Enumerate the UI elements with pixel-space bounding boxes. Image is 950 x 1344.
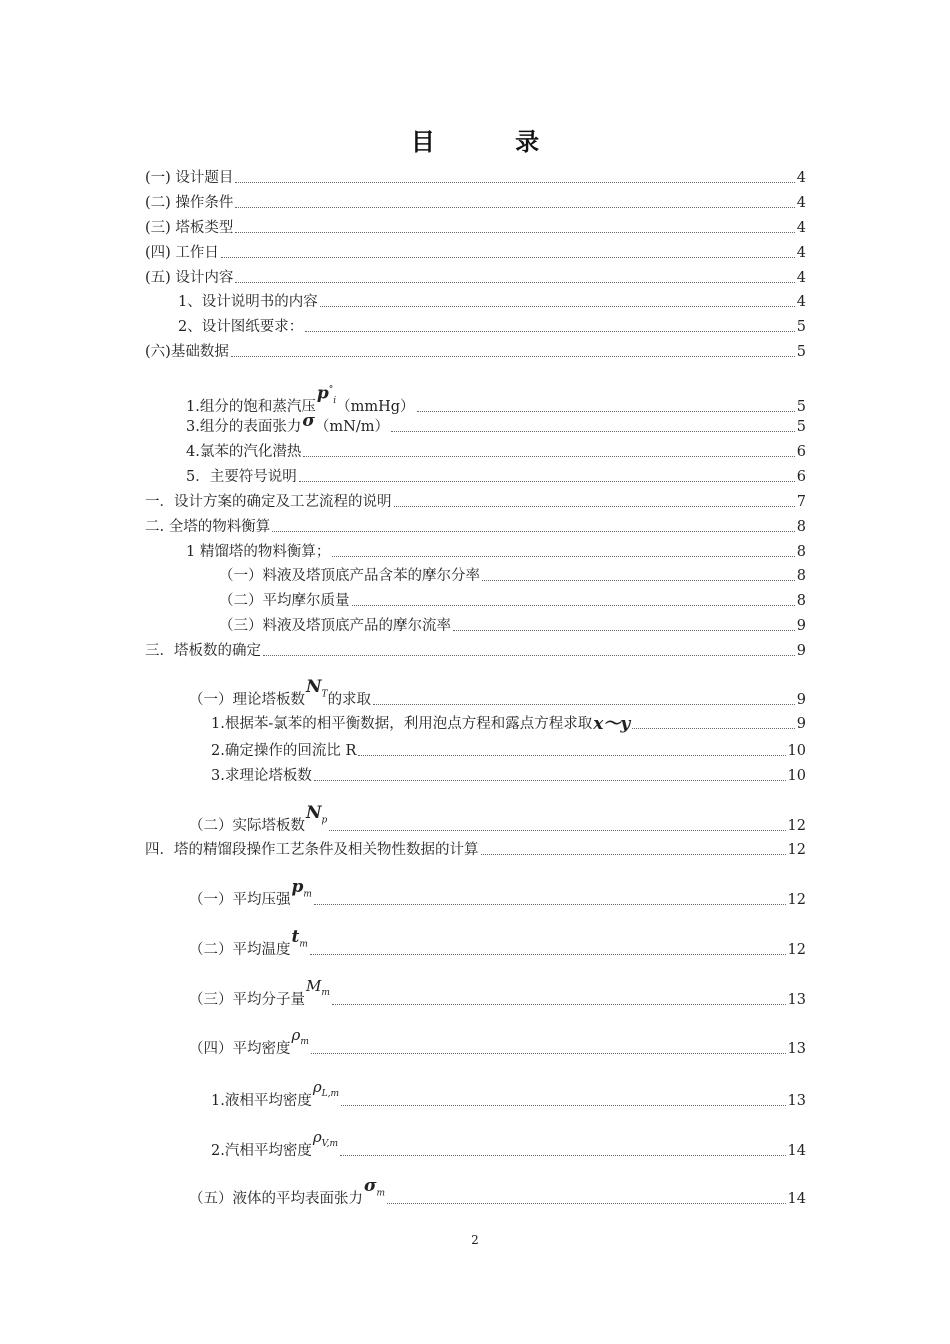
leader-dots bbox=[373, 704, 795, 705]
leader-dots bbox=[221, 257, 795, 258]
toc-entry-suffix: （mmHg） bbox=[336, 399, 415, 416]
molecular-weight-symbol bbox=[306, 977, 330, 1002]
toc-entry-page: 9 bbox=[796, 716, 806, 732]
symbol-letter: σ bbox=[364, 1176, 377, 1196]
symbol-subscript: m bbox=[303, 889, 312, 900]
toc-entry[interactable] bbox=[219, 592, 806, 610]
density-symbol bbox=[292, 1026, 309, 1051]
toc-entry[interactable] bbox=[211, 742, 806, 760]
toc-entry-text: 1.组分的饱和蒸汽压 bbox=[186, 399, 316, 416]
toc-entry-page: 13 bbox=[787, 992, 806, 1008]
toc-entry-page: 12 bbox=[787, 942, 806, 959]
toc-entry-text: （二）实际塔板数 bbox=[189, 818, 305, 835]
toc-entry-text: （三）平均分子量 bbox=[189, 992, 305, 1008]
toc-entry-text: 5．主要符号说明 bbox=[186, 469, 297, 485]
symbol-subscript: p bbox=[321, 815, 328, 826]
x-y-symbol: x～y bbox=[593, 714, 631, 734]
symbol-letter: ρ bbox=[291, 1026, 301, 1044]
toc-entry-page: 12 bbox=[787, 892, 806, 909]
leader-dots bbox=[310, 954, 786, 955]
toc-entry[interactable] bbox=[186, 543, 806, 561]
toc-entry-page: 12 bbox=[787, 842, 806, 858]
toc-entry-page: 5 bbox=[796, 399, 806, 416]
toc-entry-text: (四) 工作日 bbox=[145, 245, 219, 261]
symbol-subscript: i bbox=[333, 396, 337, 407]
leader-dots bbox=[314, 904, 786, 905]
toc-entry-page: 4 bbox=[796, 294, 806, 310]
toc-entry[interactable] bbox=[145, 642, 806, 660]
toc-entry-text: (五) 设计内容 bbox=[145, 270, 234, 286]
leader-dots bbox=[387, 1203, 785, 1204]
toc-entry[interactable] bbox=[145, 343, 806, 361]
toc-entry-text: （一）平均压强 bbox=[189, 892, 291, 909]
toc-entry-text: (三) 塔板类型 bbox=[145, 220, 234, 236]
symbol-subscript: T bbox=[321, 689, 328, 700]
toc-entry[interactable] bbox=[145, 244, 806, 262]
leader-dots bbox=[320, 306, 795, 307]
toc-entry-text: （一）料液及塔顶底产品含苯的摩尔分率 bbox=[219, 568, 480, 584]
toc-entry[interactable] bbox=[178, 318, 806, 336]
toc-entry-text: （五）液体的平均表面张力 bbox=[189, 1191, 363, 1208]
toc-entry-text: (六)基础数据 bbox=[145, 344, 229, 360]
toc-entry[interactable] bbox=[186, 411, 806, 436]
toc-entry[interactable] bbox=[186, 468, 806, 486]
leader-dots bbox=[453, 630, 795, 631]
toc-entry-text: 3.求理论塔板数 bbox=[211, 768, 312, 784]
vapor-density-symbol bbox=[313, 1128, 338, 1153]
toc-entry-text: 1.液相平均密度 bbox=[211, 1093, 312, 1109]
leader-dots bbox=[352, 605, 795, 606]
toc-entry[interactable] bbox=[189, 1176, 806, 1208]
symbol-letter: p bbox=[316, 383, 329, 404]
toc-entry-suffix: 的求取 bbox=[327, 692, 372, 709]
toc-entry-text: 2.汽相平均密度 bbox=[211, 1143, 312, 1159]
toc-entry[interactable] bbox=[189, 803, 806, 835]
leader-dots bbox=[235, 207, 794, 208]
sigma-symbol: σ bbox=[302, 411, 315, 431]
toc-entry-text: (一) 设计题目 bbox=[145, 170, 234, 186]
symbol-letter: ρ bbox=[312, 1128, 322, 1146]
toc-entry-text: 4.氯苯的汽化潜热 bbox=[186, 444, 302, 460]
toc-entry-page: 8 bbox=[796, 568, 806, 584]
leader-dots bbox=[391, 431, 795, 432]
toc-entry[interactable] bbox=[189, 877, 806, 909]
toc-entry[interactable] bbox=[145, 841, 806, 859]
toc-entry-page: 10 bbox=[787, 743, 806, 759]
symbol-subscript: m bbox=[300, 1037, 309, 1047]
symbol-subscript: m bbox=[299, 939, 308, 950]
leader-dots bbox=[340, 1155, 786, 1156]
leader-dots bbox=[481, 854, 786, 855]
toc-entry-text: （三）料液及塔顶底产品的摩尔流率 bbox=[219, 618, 451, 634]
leader-dots bbox=[311, 1053, 786, 1054]
leader-dots bbox=[299, 481, 795, 482]
toc-entry-text: 3.组分的表面张力 bbox=[186, 419, 302, 435]
toc-entry-page: 6 bbox=[796, 469, 806, 485]
toc-entry-page: 14 bbox=[787, 1191, 806, 1208]
leader-dots bbox=[394, 506, 795, 507]
toc-entry-page: 5 bbox=[796, 319, 806, 335]
toc-entry[interactable] bbox=[211, 1078, 806, 1110]
toc-entry-page: 9 bbox=[796, 643, 806, 659]
toc-entry[interactable] bbox=[189, 677, 806, 709]
toc-entry-text: （二）平均摩尔质量 bbox=[219, 593, 350, 609]
toc-entry-page: 6 bbox=[796, 444, 806, 460]
toc-entry-page: 7 bbox=[796, 494, 806, 510]
liquid-density-symbol bbox=[313, 1078, 339, 1103]
toc-entry[interactable] bbox=[145, 169, 806, 187]
toc-entry-text: 四．塔的精馏段操作工艺条件及相关物性数据的计算 bbox=[145, 842, 479, 858]
toc-entry-page: 4 bbox=[796, 270, 806, 286]
symbol-letter: t bbox=[291, 927, 300, 947]
toc-entry[interactable] bbox=[186, 383, 806, 416]
toc-entry[interactable] bbox=[178, 293, 806, 311]
symbol-letter: ρ bbox=[312, 1078, 322, 1096]
page-number: 2 bbox=[471, 1233, 479, 1247]
leader-dots bbox=[303, 456, 794, 457]
symbol-subscript: V,m bbox=[321, 1139, 338, 1149]
toc-entry-page: 4 bbox=[796, 195, 806, 211]
symbol-letter: N bbox=[306, 677, 322, 697]
symbol-subscript: m bbox=[321, 988, 330, 998]
toc-entry[interactable] bbox=[189, 1026, 806, 1058]
toc-entry-page: 4 bbox=[796, 220, 806, 236]
leader-dots bbox=[272, 531, 795, 532]
toc-entry-page: 5 bbox=[796, 344, 806, 360]
toc-entry-text: 1 精馏塔的物料衡算； bbox=[186, 544, 331, 560]
symbol-letter: p bbox=[291, 877, 304, 897]
actual-plate-symbol bbox=[306, 804, 327, 829]
toc-entry-text: 1、设计说明书的内容 bbox=[178, 294, 318, 310]
leader-dots bbox=[632, 728, 795, 729]
toc-entry-text: （四）平均密度 bbox=[189, 1041, 291, 1057]
toc-entry-page: 4 bbox=[796, 170, 806, 186]
toc-entry[interactable] bbox=[211, 1128, 806, 1160]
surface-tension-symbol bbox=[364, 1177, 385, 1202]
toc-entry-page: 13 bbox=[787, 1041, 806, 1057]
toc-entry[interactable] bbox=[211, 767, 806, 785]
toc-entry[interactable] bbox=[145, 518, 806, 536]
toc-entry-page: 12 bbox=[787, 818, 806, 835]
toc-entry[interactable] bbox=[219, 567, 806, 585]
toc-entry[interactable] bbox=[186, 443, 806, 461]
toc-entry-page: 9 bbox=[796, 618, 806, 634]
toc-entry[interactable] bbox=[145, 194, 806, 212]
toc-entry[interactable] bbox=[189, 927, 806, 959]
symbol-subscript: L,m bbox=[321, 1089, 340, 1099]
toc-entry-page: 10 bbox=[787, 768, 806, 784]
leader-dots bbox=[482, 580, 795, 581]
toc-entry-text: 1.根据苯-氯苯的相平衡数据，利用泡点方程和露点方程求取 bbox=[211, 716, 593, 732]
toc-entry-page: 13 bbox=[787, 1093, 806, 1109]
toc-entry-suffix: （mN/m） bbox=[314, 419, 389, 435]
toc-entry-page: 14 bbox=[787, 1143, 806, 1159]
toc-entry-page: 8 bbox=[796, 544, 806, 560]
toc-entry-page: 8 bbox=[796, 593, 806, 609]
leader-dots bbox=[332, 1004, 786, 1005]
toc-entry-text: 二. 全塔的物料衡算 bbox=[145, 519, 271, 535]
pressure-symbol bbox=[292, 878, 312, 903]
toc-entry-text: 一．设计方案的确定及工艺流程的说明 bbox=[145, 494, 392, 510]
temperature-symbol bbox=[292, 928, 308, 953]
leader-dots bbox=[358, 755, 785, 756]
toc-entry-text: 2.确定操作的回流比 R bbox=[211, 743, 357, 759]
leader-dots bbox=[235, 282, 794, 283]
toc-entry[interactable] bbox=[145, 269, 806, 287]
toc-entry-page: 8 bbox=[796, 519, 806, 535]
toc-entry-text: 三．塔板数的确定 bbox=[145, 643, 261, 659]
leader-dots bbox=[341, 1105, 786, 1106]
leader-dots bbox=[263, 655, 795, 656]
leader-dots bbox=[235, 232, 794, 233]
leader-dots bbox=[231, 356, 795, 357]
toc-entry[interactable] bbox=[189, 977, 806, 1009]
pressure-symbol bbox=[317, 381, 336, 410]
toc-entry-page: 9 bbox=[796, 692, 806, 709]
leader-dots bbox=[332, 556, 794, 557]
leader-dots bbox=[329, 830, 785, 831]
toc-entry[interactable] bbox=[219, 617, 806, 635]
symbol-letter: M bbox=[306, 977, 322, 995]
toc-entry-text: 2、设计图纸要求： bbox=[178, 319, 304, 335]
page-title: 目 录 bbox=[410, 128, 540, 156]
symbol-subscript: m bbox=[376, 1188, 386, 1199]
toc-entry[interactable] bbox=[211, 715, 806, 733]
leader-dots bbox=[305, 331, 795, 332]
toc-entry[interactable] bbox=[145, 493, 806, 511]
toc-entry-text: （二）平均温度 bbox=[189, 942, 291, 959]
toc-entry-page: 4 bbox=[796, 245, 806, 261]
leader-dots bbox=[417, 411, 795, 412]
leader-dots bbox=[235, 182, 794, 183]
plate-count-symbol bbox=[306, 678, 328, 703]
toc-entry-text: （一）理论塔板数 bbox=[189, 692, 305, 709]
toc-entry-page: 5 bbox=[796, 419, 806, 435]
symbol-superscript: ° bbox=[328, 385, 334, 395]
symbol-letter: N bbox=[306, 803, 322, 823]
leader-dots bbox=[314, 780, 786, 781]
toc-entry[interactable] bbox=[145, 219, 806, 237]
toc-entry-text: (二) 操作条件 bbox=[145, 195, 234, 211]
